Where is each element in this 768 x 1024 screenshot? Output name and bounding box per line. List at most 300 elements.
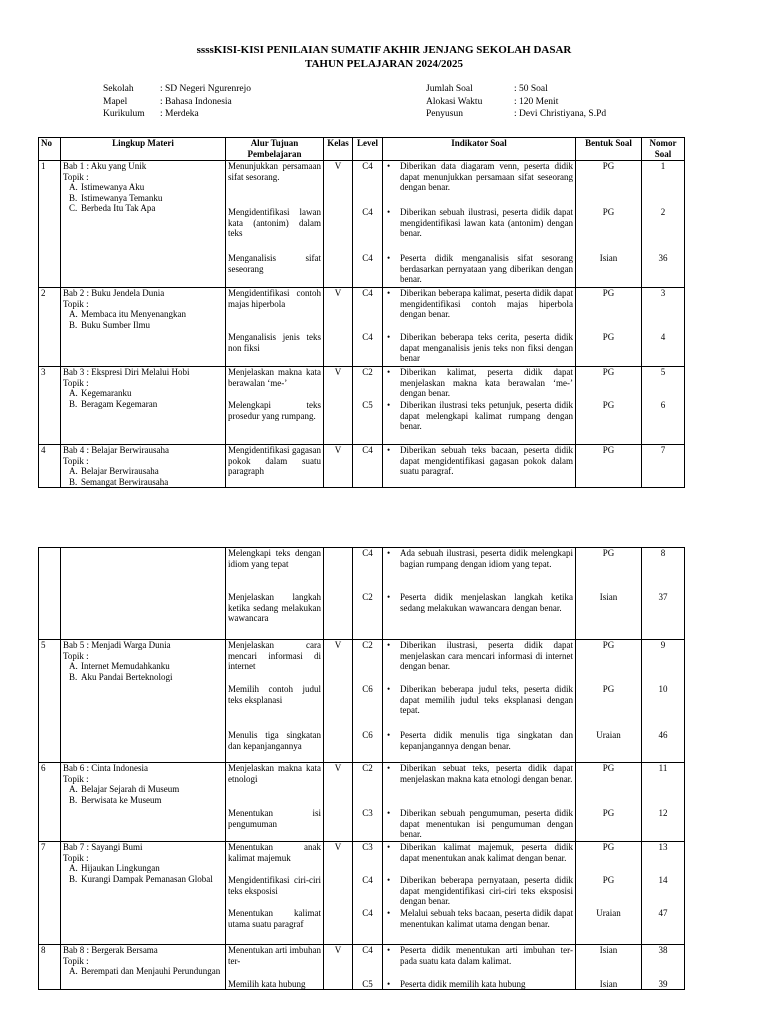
cell-level-value: C6	[362, 730, 373, 740]
indikator-list	[385, 400, 573, 432]
indikator-segment	[385, 763, 573, 808]
col-header-lingkup-materi: Lingkup Materi	[61, 138, 226, 161]
bab-title: Bab 7 : Sayangi Bumi	[63, 842, 143, 852]
topik-item	[69, 661, 223, 672]
cell-bentuk-soal-value: PG	[602, 445, 615, 455]
cell-level-value: C4	[362, 207, 373, 217]
indikator-item: • Diberikan sebuah pengumuman, peserta didik dapat menentukan isi pengumuman dengan benar.	[385, 808, 573, 840]
indikator-segment	[385, 875, 573, 908]
indikator-list	[385, 548, 573, 569]
indikator-item: • Peserta didik menentukan arti imbuhan ter- pada suatu kata dalam kalimat.	[385, 945, 573, 966]
cell-alur-tujuan	[226, 288, 324, 367]
cell-bentuk-soal	[576, 763, 642, 842]
cell-nomor-soal-value: 9	[660, 640, 666, 650]
topik-label: Topik :	[63, 377, 89, 388]
topik-list	[63, 966, 223, 977]
cell-alur-tujuan-value: Menulis tiga singkatan dan kepanjangannya	[228, 730, 321, 751]
cell-nomor-soal-value: 12	[658, 808, 668, 818]
meta-row	[426, 108, 606, 121]
table-row	[39, 548, 685, 640]
meta-row	[426, 96, 606, 109]
cell-level-value: C2	[362, 367, 373, 377]
cell-bentuk-soal-value: PG	[602, 875, 615, 885]
indikator-segment	[385, 161, 573, 207]
indikator-item: • Ada sebuah ilustrasi, peserta didik melengkapi bagian rumpang dengan idiom yang tepat.	[385, 548, 573, 569]
indikator-segment	[385, 367, 573, 400]
topik-marker: A.	[69, 863, 78, 874]
indikator-item: • Diberikan beberapa pernyataan, peserta didik dapat mengidentifikasi ciri-ciri teks eksposisi dengan benar.	[385, 875, 573, 907]
cell-alur-tujuan-value: Melengkapi teks dengan idiom yang tepat	[228, 548, 321, 569]
cell-level	[353, 161, 383, 288]
cell-alur-tujuan-value: Memilih kata hubung	[228, 979, 306, 989]
cell-level	[353, 548, 383, 640]
meta-value: : SD Negeri Ngurenrejo	[160, 84, 252, 94]
topik-marker: B.	[69, 794, 78, 805]
meta-label: Alokasi Waktu	[426, 96, 483, 107]
meta-row	[103, 83, 251, 96]
cell-alur-tujuan-value: Menjelaskan langkah ketika sedang melakukan wawancara	[228, 592, 321, 624]
topik-text: Belajar Sejarah di Museum	[81, 784, 180, 795]
cell-bentuk-soal	[576, 445, 642, 488]
topik-marker: A.	[69, 661, 78, 672]
col-header-level: Level	[353, 138, 383, 161]
cell-lingkup-materi	[61, 548, 226, 640]
cell-level-value: C2	[362, 640, 373, 650]
cell-bentuk-soal	[576, 842, 642, 945]
cell-bentuk-soal-value: Isian	[599, 592, 618, 602]
indikator-segment	[385, 842, 573, 875]
cell-nomor-soal	[642, 640, 685, 763]
cell-level-value: C4	[362, 945, 373, 955]
cell-alur-tujuan	[226, 640, 324, 763]
cell-nomor-soal	[642, 945, 685, 990]
table-row	[39, 288, 685, 367]
table-row	[39, 945, 685, 990]
topik-item	[69, 873, 223, 885]
indikator-segment	[385, 332, 573, 366]
topik-marker: B.	[69, 671, 78, 682]
table-row	[39, 161, 685, 288]
topik-marker: A.	[69, 309, 78, 320]
cell-indikator	[383, 367, 576, 445]
meta-label: Kurikulum	[103, 109, 145, 119]
bab-title: Bab 3 : Ekspresi Diri Melalui Hobi	[63, 367, 190, 377]
cell-no	[39, 548, 61, 640]
cell-kelas: V	[324, 640, 353, 763]
cell-level-value: C6	[362, 684, 373, 694]
indikator-list	[385, 161, 573, 193]
cell-alur-tujuan-value: Memilih contoh judul teks eksplanasi	[228, 684, 321, 705]
cell-lingkup-materi	[61, 640, 226, 763]
indikator-item: • Diberikan sebuah teks bacaan, peserta didik dapat mengidentifikasi gagasan pokok dalam suatu paragraf.	[385, 445, 573, 477]
topik-marker: A.	[69, 466, 78, 477]
cell-alur-tujuan-value: Menjelaskan cara mencari informasi di internet	[228, 640, 321, 672]
cell-no: 8	[39, 945, 61, 990]
topik-item	[69, 398, 223, 410]
topik-text: Membaca itu Menyenangkan	[81, 309, 186, 320]
cell-indikator	[383, 763, 576, 842]
cell-kelas: V	[324, 367, 353, 445]
cell-kelas	[324, 548, 353, 640]
topik-item	[69, 966, 223, 977]
topik-list	[63, 182, 223, 214]
cell-kelas: V	[324, 161, 353, 288]
topik-list	[63, 309, 223, 330]
topik-item	[69, 784, 223, 795]
topik-marker: B.	[69, 873, 78, 884]
meta-value: : Bahasa Indonesia	[160, 96, 232, 107]
cell-nomor-soal-value: 37	[658, 592, 668, 602]
cell-indikator	[383, 445, 576, 488]
meta-value: : Merdeka	[160, 109, 199, 119]
indikator-item: • Peserta didik menulis tiga singkatan dan kepanjangannya dengan benar.	[385, 730, 573, 751]
cell-nomor-soal-value: 6	[660, 400, 666, 410]
topik-label: Topik :	[63, 955, 89, 966]
topik-text: Berbeda Itu Tak Apa	[81, 203, 156, 214]
bab-title: Bab 2 : Buku Jendela Dunia	[63, 288, 165, 298]
cell-lingkup-materi	[61, 445, 226, 488]
topik-item	[69, 319, 223, 331]
cell-alur-tujuan-value: Menentukan isi pengumuman	[228, 808, 321, 829]
cell-alur-tujuan-value: Menjelaskan makna kata etnologi	[228, 763, 321, 784]
indikator-list	[385, 592, 573, 613]
cell-alur-tujuan-value: Mengidentifikasi ciri-ciri teks eksposisi	[228, 875, 321, 896]
indikator-list	[385, 730, 573, 751]
indikator-list	[385, 945, 573, 966]
cell-lingkup-materi	[61, 161, 226, 288]
cell-alur-tujuan-value: Menganalisis jenis teks non fiksi	[228, 332, 321, 353]
cell-level-value: C4	[362, 288, 373, 298]
cell-alur-tujuan-value: Mengidentifikasi contoh majas hiperbola	[228, 288, 321, 309]
indikator-segment	[385, 253, 573, 287]
topik-label: Topik :	[63, 650, 89, 661]
indikator-list	[385, 808, 573, 840]
cell-nomor-soal-value: 4	[660, 332, 666, 342]
indikator-list	[385, 763, 573, 784]
topik-label: Topik :	[63, 455, 89, 466]
document-subtitle: TAHUN PELAJARAN 2024/2025	[304, 58, 464, 70]
cell-bentuk-soal-value: Isian	[599, 979, 618, 989]
kisi-kisi-table-part-2	[38, 547, 685, 990]
cell-nomor-soal	[642, 842, 685, 945]
topik-label: Topik :	[63, 773, 89, 784]
cell-alur-tujuan-value: Menjelaskan makna kata berawalan ‘me-’	[228, 367, 321, 388]
cell-nomor-soal	[642, 367, 685, 445]
meta-left	[103, 83, 251, 121]
topik-text: Berempati dan Menjauhi Perundungan	[81, 966, 221, 977]
indikator-segment	[385, 945, 573, 979]
indikator-item: • Diberikan beberapa kalimat, peserta didik dapat mengidentifikasi contoh majas hiperbola dengan benar.	[385, 288, 573, 320]
cell-alur-tujuan-value: Mengidentifikasi gagasan pokok dalam suatu paragraph	[228, 445, 321, 477]
topik-marker: B.	[69, 398, 78, 409]
cell-lingkup-materi	[61, 842, 226, 945]
indikator-segment	[385, 288, 573, 332]
cell-bentuk-soal-value: PG	[602, 400, 615, 410]
cell-alur-tujuan-value: Menunjukkan persamaan sifat sesorang.	[228, 161, 321, 182]
topik-label: Topik :	[63, 298, 89, 309]
indikator-item: • Diberikan data diagaram venn, peserta didik dapat menunjukkan persamaan sifat seseorang dengan benar.	[385, 161, 573, 193]
indikator-list	[385, 979, 573, 990]
cell-bentuk-soal	[576, 288, 642, 367]
cell-lingkup-materi	[61, 288, 226, 367]
cell-alur-tujuan	[226, 367, 324, 445]
indikator-item: • Diberikan kalimat, peserta didik dapat menjelaskan makna kata berawalan ‘me-’ dengan benar.	[385, 367, 573, 399]
cell-bentuk-soal-value: PG	[602, 548, 615, 558]
cell-nomor-soal-value: 11	[658, 763, 668, 773]
cell-kelas: V	[324, 945, 353, 990]
cell-nomor-soal-value: 46	[658, 730, 668, 740]
cell-alur-tujuan	[226, 945, 324, 990]
cell-alur-tujuan-value: Menentukan arti imbuhan ter-	[228, 945, 321, 966]
indikator-list	[385, 288, 573, 320]
topik-list	[63, 661, 223, 682]
indikator-list	[385, 842, 573, 863]
cell-bentuk-soal-value: PG	[602, 842, 615, 852]
cell-level	[353, 763, 383, 842]
topik-list	[63, 863, 223, 884]
cell-nomor-soal-value: 47	[658, 908, 668, 918]
topik-text: Semangat Berwirausaha	[81, 476, 169, 487]
indikator-item: • Melalui sebuah teks bacaan, peserta didik dapat menentukan kalimat utama dengan benar.	[385, 908, 573, 929]
cell-alur-tujuan-value: Menentukan kalimat utama suatu paragraf	[228, 908, 321, 929]
bab-title: Bab 5 : Menjadi Warga Dunia	[63, 640, 171, 650]
cell-level-value: C4	[362, 161, 373, 171]
cell-alur-tujuan	[226, 161, 324, 288]
cell-bentuk-soal-value: PG	[602, 684, 615, 694]
topik-item	[69, 388, 223, 399]
cell-indikator	[383, 288, 576, 367]
table-row	[39, 445, 685, 488]
indikator-item: • Diberikan ilustrasi teks petunjuk, peserta didik dapat melengkapi kalimat rumpang dengan benar.	[385, 400, 573, 432]
indikator-list	[385, 253, 573, 285]
topik-label: Topik :	[63, 852, 89, 863]
topik-marker: A.	[69, 966, 78, 977]
meta-label: Penyusun	[426, 109, 463, 119]
cell-bentuk-soal-value: PG	[602, 808, 615, 818]
cell-bentuk-soal	[576, 640, 642, 763]
meta-row	[103, 96, 251, 109]
col-header-kelas: Kelas	[324, 138, 353, 161]
cell-level-value: C4	[362, 875, 373, 885]
cell-nomor-soal-value: 1	[660, 161, 666, 171]
topik-text: Kegemaranku	[81, 388, 132, 399]
topik-item	[69, 309, 223, 320]
cell-bentuk-soal-value: Isian	[599, 253, 618, 263]
cell-indikator	[383, 640, 576, 763]
topik-list	[63, 388, 223, 409]
indikator-item: • Diberikan kalimat majemuk, peserta didik dapat menentukan anak kalimat dengan benar.	[385, 842, 573, 863]
indikator-segment	[385, 548, 573, 592]
cell-alur-tujuan	[226, 445, 324, 488]
cell-bentuk-soal-value: Uraian	[596, 730, 621, 740]
cell-level	[353, 640, 383, 763]
cell-no: 3	[39, 367, 61, 445]
cell-alur-tujuan-value: Menganalisis sifat seseorang	[228, 253, 321, 274]
bab-title: Bab 6 : Cinta Indonesia	[63, 763, 148, 773]
topik-marker: C.	[69, 203, 78, 214]
topik-text: Kurangi Dampak Pemanasan Global	[81, 873, 213, 884]
indikator-segment	[385, 445, 573, 487]
indikator-segment	[385, 207, 573, 253]
meta-label: Sekolah	[103, 84, 134, 94]
topik-item	[69, 203, 223, 214]
cell-lingkup-materi	[61, 945, 226, 990]
col-header-indikator: Indikator Soal	[383, 138, 576, 161]
table-row	[39, 842, 685, 945]
topik-item	[69, 476, 223, 488]
cell-alur-tujuan-value: Melengkapi teks prosedur yang rumpang.	[228, 400, 321, 421]
topik-text: Internet Memudahkanku	[81, 661, 170, 672]
cell-bentuk-soal-value: PG	[602, 161, 615, 171]
cell-bentuk-soal-value: PG	[602, 288, 615, 298]
col-header-no: No	[39, 138, 61, 161]
cell-no: 7	[39, 842, 61, 945]
cell-indikator	[383, 842, 576, 945]
bab-title: Bab 1 : Aku yang Unik	[63, 161, 147, 171]
cell-bentuk-soal-value: PG	[602, 367, 615, 377]
kisi-kisi-table-part-1	[38, 137, 685, 488]
cell-level-value: C5	[362, 979, 373, 989]
table-row	[39, 367, 685, 445]
topik-marker: B.	[69, 192, 78, 203]
cell-level	[353, 445, 383, 488]
indikator-list	[385, 445, 573, 477]
topik-text: Hijaukan Lingkungan	[81, 863, 160, 874]
meta-row	[426, 83, 606, 96]
indikator-segment	[385, 400, 573, 444]
indikator-segment	[385, 684, 573, 730]
col-header-bentuk: Bentuk Soal	[576, 138, 642, 161]
cell-level	[353, 367, 383, 445]
indikator-segment	[385, 730, 573, 762]
cell-no: 2	[39, 288, 61, 367]
cell-bentuk-soal	[576, 367, 642, 445]
cell-bentuk-soal-value: PG	[602, 763, 615, 773]
meta-value: : 50 Soal	[514, 84, 548, 94]
table-header-row	[39, 138, 685, 161]
indikator-item: • Diberikan beberapa judul teks, peserta didik dapat memilih judul teks eksplanasi dengan tepat.	[385, 684, 573, 716]
topik-text: Istimewanya Aku	[81, 182, 145, 193]
topik-marker: A.	[69, 182, 78, 193]
topik-item	[69, 863, 223, 874]
cell-kelas: V	[324, 288, 353, 367]
cell-kelas: V	[324, 445, 353, 488]
meta-label: Jumlah Soal	[426, 84, 473, 94]
topik-marker: A.	[69, 388, 78, 399]
table-row	[39, 763, 685, 842]
meta-value: : Devi Christiyana, S.Pd	[514, 109, 607, 119]
indikator-item: • Peserta didik menjelaskan langkah ketika sedang melakukan wawancara dengan benar.	[385, 592, 573, 613]
cell-kelas: V	[324, 763, 353, 842]
cell-level	[353, 945, 383, 990]
cell-indikator	[383, 161, 576, 288]
cell-nomor-soal-value: 13	[658, 842, 668, 852]
indikator-list	[385, 875, 573, 907]
cell-nomor-soal-value: 38	[658, 945, 668, 955]
indikator-item: • Diberikan ilustrasi, peserta didik dapat menjelaskan cara mencari informasi di internet dengan benar.	[385, 640, 573, 672]
cell-level-value: C4	[362, 548, 373, 558]
cell-level-value: C4	[362, 253, 373, 263]
topik-text: Belajar Berwirausaha	[81, 466, 159, 477]
cell-nomor-soal-value: 14	[658, 875, 668, 885]
cell-nomor-soal-value: 7	[660, 445, 666, 455]
topik-marker: A.	[69, 784, 78, 795]
indikator-item: • Peserta didik memilih kata hubung	[385, 979, 573, 990]
indikator-list	[385, 332, 573, 364]
indikator-list	[385, 207, 573, 239]
cell-level	[353, 842, 383, 945]
indikator-segment	[385, 640, 573, 684]
cell-level-value: C4	[362, 445, 373, 455]
cell-bentuk-soal	[576, 161, 642, 288]
indikator-list	[385, 367, 573, 399]
topik-item	[69, 794, 223, 806]
document-title: ssssKISI-KISI PENILAIAN SUMATIF AKHIR JENJANG SEKOLAH DASAR	[196, 44, 572, 56]
cell-lingkup-materi	[61, 763, 226, 842]
topik-item	[69, 466, 223, 477]
cell-kelas: V	[324, 842, 353, 945]
indikator-segment	[385, 979, 573, 989]
cell-level-value: C3	[362, 842, 373, 852]
topik-text: Berwisata ke Museum	[81, 794, 162, 805]
indikator-item: • Peserta didik menganalisis sifat sesorang berdasarkan pernyataan yang diberikan dengan benar.	[385, 253, 573, 285]
cell-nomor-soal	[642, 161, 685, 288]
cell-bentuk-soal	[576, 548, 642, 640]
indikator-segment	[385, 808, 573, 841]
cell-indikator	[383, 945, 576, 990]
cell-bentuk-soal-value: Isian	[599, 945, 618, 955]
indikator-list	[385, 640, 573, 672]
topik-label: Topik :	[63, 171, 89, 182]
cell-level-value: C3	[362, 808, 373, 818]
cell-no: 5	[39, 640, 61, 763]
topik-text: Beragam Kegemaran	[81, 398, 158, 409]
meta-value: : 120 Menit	[514, 96, 559, 107]
topik-list	[63, 466, 223, 487]
topik-list	[63, 784, 223, 805]
meta-right	[426, 83, 606, 121]
cell-bentuk-soal-value: PG	[602, 640, 615, 650]
cell-alur-tujuan-value: Menentukan anak kalimat majemuk	[228, 842, 321, 863]
cell-bentuk-soal-value: Uraian	[596, 908, 621, 918]
cell-nomor-soal-value: 2	[660, 207, 666, 217]
cell-nomor-soal	[642, 445, 685, 488]
bab-title: Bab 8 : Bergerak Bersama	[63, 945, 158, 955]
cell-alur-tujuan-value: Mengidentifikasi lawan kata (antonim) dalam teks	[228, 207, 321, 239]
cell-nomor-soal	[642, 763, 685, 842]
cell-no: 6	[39, 763, 61, 842]
cell-alur-tujuan	[226, 842, 324, 945]
bab-title: Bab 4 : Belajar Berwirausaha	[63, 445, 169, 455]
cell-level-value: C2	[362, 763, 373, 773]
cell-alur-tujuan	[226, 548, 324, 640]
indikator-item: • Diberikan sebuat teks, peserta didik dapat menjelaskan makna kata etnologi dengan benar.	[385, 763, 573, 784]
topik-text: Buku Sumber Ilmu	[81, 319, 150, 330]
cell-bentuk-soal-value: PG	[602, 207, 615, 217]
topik-text: Istimewanya Temanku	[81, 192, 163, 203]
cell-level-value: C5	[362, 400, 373, 410]
topik-marker: B.	[69, 476, 78, 487]
cell-no: 1	[39, 161, 61, 288]
cell-nomor-soal-value: 39	[658, 979, 668, 989]
cell-nomor-soal	[642, 288, 685, 367]
meta-row	[103, 108, 251, 121]
cell-indikator	[383, 548, 576, 640]
cell-level-value: C4	[362, 908, 373, 918]
meta-label: Mapel	[103, 96, 128, 107]
topik-item	[69, 671, 223, 683]
cell-nomor-soal-value: 10	[658, 684, 668, 694]
